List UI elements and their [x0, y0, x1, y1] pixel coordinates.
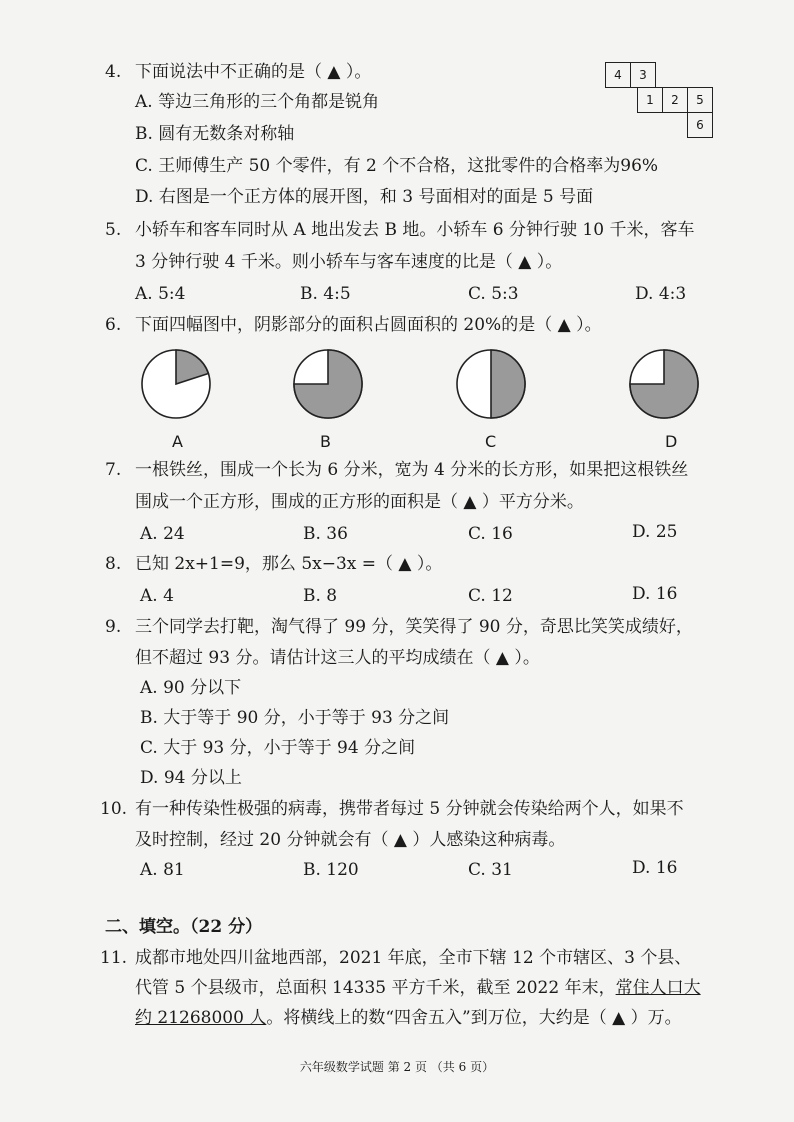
q10-option-b: B. 120 [303, 860, 359, 880]
q10-option-c: C. 31 [468, 860, 513, 880]
q8-option-c: C. 12 [468, 586, 513, 606]
net-face-2: 2 [662, 87, 688, 113]
q4-option-b: B. 圆有无数条对称轴 [135, 124, 295, 144]
q9-option-c: C. 大于 93 分，小于等于 94 分之间 [140, 738, 416, 758]
q4-option-c: C. 王师傅生产 50 个零件，有 2 个不合格，这批零件的合格率为96% [135, 156, 659, 176]
pie-label-d: D [665, 432, 678, 451]
section-title-fill-in: 二、填空。（22 分） [105, 917, 263, 937]
q11-stem-line2-text: 代管 5 个县级市，总面积 14335 平方千米，截至 2022 年末， [135, 978, 616, 998]
q9-option-b: B. 大于等于 90 分，小于等于 93 分之间 [140, 708, 450, 728]
q7-stem-line2: 围成一个正方形，围成的正方形的面积是（ ▲ ）平方分米。 [135, 492, 584, 512]
q11-stem-line3-text: 。将横线上的数“四舍五入”到万位，大约是（ ▲ ）万。 [266, 1008, 682, 1028]
cube-net-figure [605, 62, 717, 146]
q7-number: 7. [105, 460, 122, 480]
q11-number: 11. [100, 948, 128, 968]
q11-underlined-number-part2: 约 21268000 人 [135, 1008, 267, 1028]
q8-option-a: A. 4 [140, 586, 174, 606]
q4-number: 4. [105, 62, 122, 82]
q6-number: 6. [105, 315, 122, 335]
net-face-5: 5 [687, 87, 713, 113]
q9-stem-line2: 但不超过 93 分。请估计这三人的平均成绩在（ ▲ ）。 [135, 648, 540, 668]
q5-option-c: C. 5:3 [468, 284, 519, 304]
q9-number: 9. [105, 617, 122, 637]
q7-option-a: A. 24 [140, 524, 185, 544]
q11-stem-line2 [135, 976, 701, 1000]
q10-option-a: A. 81 [140, 860, 185, 880]
q5-number: 5. [105, 220, 122, 240]
q8-option-b: B. 8 [303, 586, 338, 606]
q8-option-d: D. 16 [632, 584, 678, 604]
q7-option-d: D. 25 [632, 522, 678, 542]
q10-stem-line1: 有一种传染性极强的病毒，携带者每过 5 分钟就会传染给两个人，如果不 [135, 799, 684, 819]
pie-figure-d [628, 348, 700, 420]
q10-stem-line2: 及时控制，经过 20 分钟就会有（ ▲ ）人感染这种病毒。 [135, 830, 566, 850]
q5-stem-line1: 小轿车和客车同时从 A 地出发去 B 地。小轿车 6 分钟行驶 10 千米，客车 [135, 220, 695, 240]
q10-number: 10. [100, 799, 128, 819]
q5-stem-line2: 3 分钟行驶 4 千米。则小轿车与客车速度的比是（ ▲ ）。 [135, 252, 563, 272]
q11-stem-line3 [135, 1006, 682, 1030]
q4-option-a: A. 等边三角形的三个角都是锐角 [135, 92, 380, 112]
pie-shaded-sector [491, 350, 525, 418]
net-face-3: 3 [630, 62, 656, 88]
page-footer: 六年级数学试题 第 2 页 （共 6 页） [299, 1060, 495, 1074]
q10-option-d: D. 16 [632, 858, 678, 878]
q6-stem: 下面四幅图中，阴影部分的面积占圆面积的 20%的是（ ▲ ）。 [135, 315, 602, 335]
q7-option-c: C. 16 [468, 524, 513, 544]
q7-option-b: B. 36 [303, 524, 348, 544]
q11-stem-line1: 成都市地处四川盆地西部，2021 年底，全市下辖 12 个市辖区、3 个县、 [135, 948, 692, 968]
pie-figure-b [292, 348, 364, 420]
q4-stem: 下面说法中不正确的是（ ▲ ）。 [135, 62, 372, 82]
q8-stem: 已知 2x+1=9，那么 5x−3x =（ ▲ ）。 [135, 554, 443, 574]
q9-option-a: A. 90 分以下 [140, 678, 242, 698]
net-face-4: 4 [605, 62, 631, 88]
q5-option-d: D. 4:3 [635, 284, 687, 304]
pie-label-b: B [320, 432, 331, 451]
q9-stem-line1: 三个同学去打靶，淘气得了 99 分，笑笑得了 90 分，奇思比笑笑成绩好， [135, 617, 693, 637]
net-face-6: 6 [687, 112, 713, 138]
q4-option-d: D. 右图是一个正方体的展开图，和 3 号面相对的面是 5 号面 [135, 187, 594, 207]
net-face-1: 1 [637, 87, 663, 113]
pie-label-c: C [485, 432, 497, 451]
pie-label-a: A [172, 432, 183, 451]
pie-figure-c [455, 348, 527, 420]
q7-stem-line1: 一根铁丝，围成一个长为 6 分米，宽为 4 分米的长方形，如果把这根铁丝 [135, 460, 689, 480]
pie-figure-a [140, 348, 212, 420]
q5-option-b: B. 4:5 [300, 284, 351, 304]
q11-underlined-number-part1: 常住人口大 [615, 978, 701, 998]
q8-number: 8. [105, 554, 122, 574]
q9-option-d: D. 94 分以上 [140, 768, 242, 788]
q5-option-a: A. 5:4 [135, 284, 186, 304]
